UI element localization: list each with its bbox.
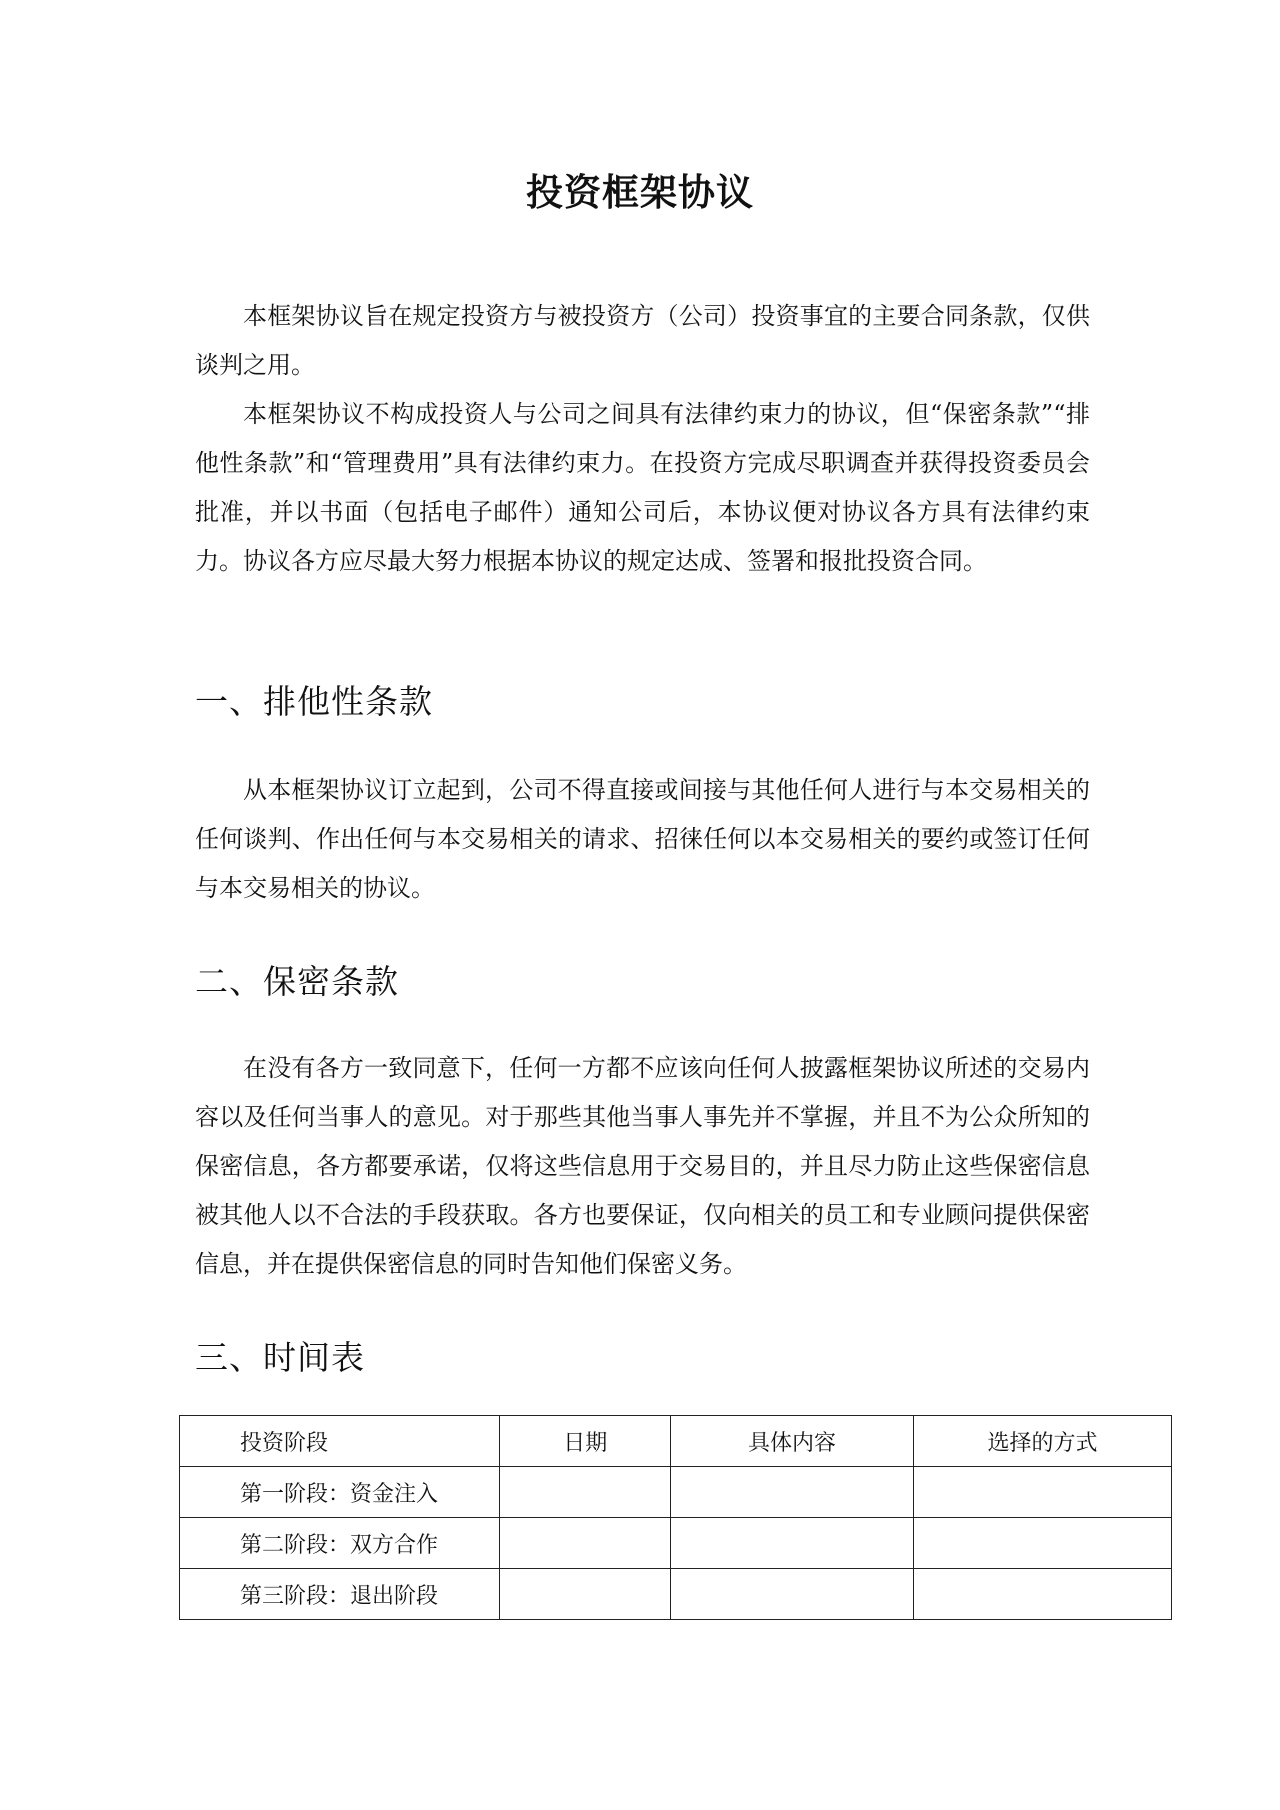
table-row [180, 1518, 1172, 1569]
section-heading-confidentiality: 二、保密条款 [195, 962, 399, 1001]
header-content: 具体内容 [671, 1416, 914, 1467]
intro-paragraph-2: 本框架协议不构成投资人与公司之间具有法律约束力的协议，但“保密条款”“排他性条款”和“管理费用”具有法律约束力。在投资方完成尽职调查并获得投资委员会批准，并以书面（包括电子邮件）通知公司后，本协议便对协议各方具有法律约束力。协议各方应尽最大努力根据本协议的规定达成、签署和报批投资合同。 [195, 400, 1090, 575]
header-date: 日期 [500, 1416, 671, 1467]
table-cell-date [500, 1518, 671, 1569]
table-cell-method [914, 1467, 1172, 1518]
document-title: 投资框架协议 [526, 171, 754, 214]
table-cell-stage: 第三阶段：退出阶段 [180, 1569, 500, 1620]
table-cell-date [500, 1467, 671, 1518]
table-cell-content [671, 1467, 914, 1518]
timeline-table [179, 1415, 1172, 1620]
table-cell-method [914, 1518, 1172, 1569]
table-cell-content [671, 1518, 914, 1569]
table-row [180, 1467, 1172, 1518]
table-header-row [180, 1416, 1172, 1467]
table-cell-stage: 第二阶段：双方合作 [180, 1518, 500, 1569]
table-cell-content [671, 1569, 914, 1620]
table-cell-method [914, 1569, 1172, 1620]
header-stage: 投资阶段 [180, 1416, 500, 1467]
table-row [180, 1569, 1172, 1620]
section-body-confidentiality: 在没有各方一致同意下，任何一方都不应该向任何人披露框架协议所述的交易内容以及任何当事人的意见。对于那些其他当事人事先并不掌握，并且不为公众所知的保密信息，各方都要承诺，仅将这些信息用于交易目的，并且尽力防止这些保密信息被其他人以不合法的手段获取。各方也要保证，仅向相关的员工和专业顾问提供保密信息，并在提供保密信息的同时告知他们保密义务。 [195, 1054, 1090, 1278]
table-cell-stage: 第一阶段：资金注入 [180, 1467, 500, 1518]
section-body-exclusivity: 从本框架协议订立起到，公司不得直接或间接与其他任何人进行与本交易相关的任何谈判、作出任何与本交易相关的请求、招徕任何以本交易相关的要约或签订任何与本交易相关的协议。 [195, 776, 1090, 902]
section-heading-timeline: 三、时间表 [195, 1338, 365, 1377]
section-heading-exclusivity: 一、排他性条款 [195, 682, 433, 721]
intro-paragraph-1: 本框架协议旨在规定投资方与被投资方（公司）投资事宜的主要合同条款，仅供谈判之用。 [195, 302, 1090, 379]
table-cell-date [500, 1569, 671, 1620]
header-method: 选择的方式 [914, 1416, 1172, 1467]
